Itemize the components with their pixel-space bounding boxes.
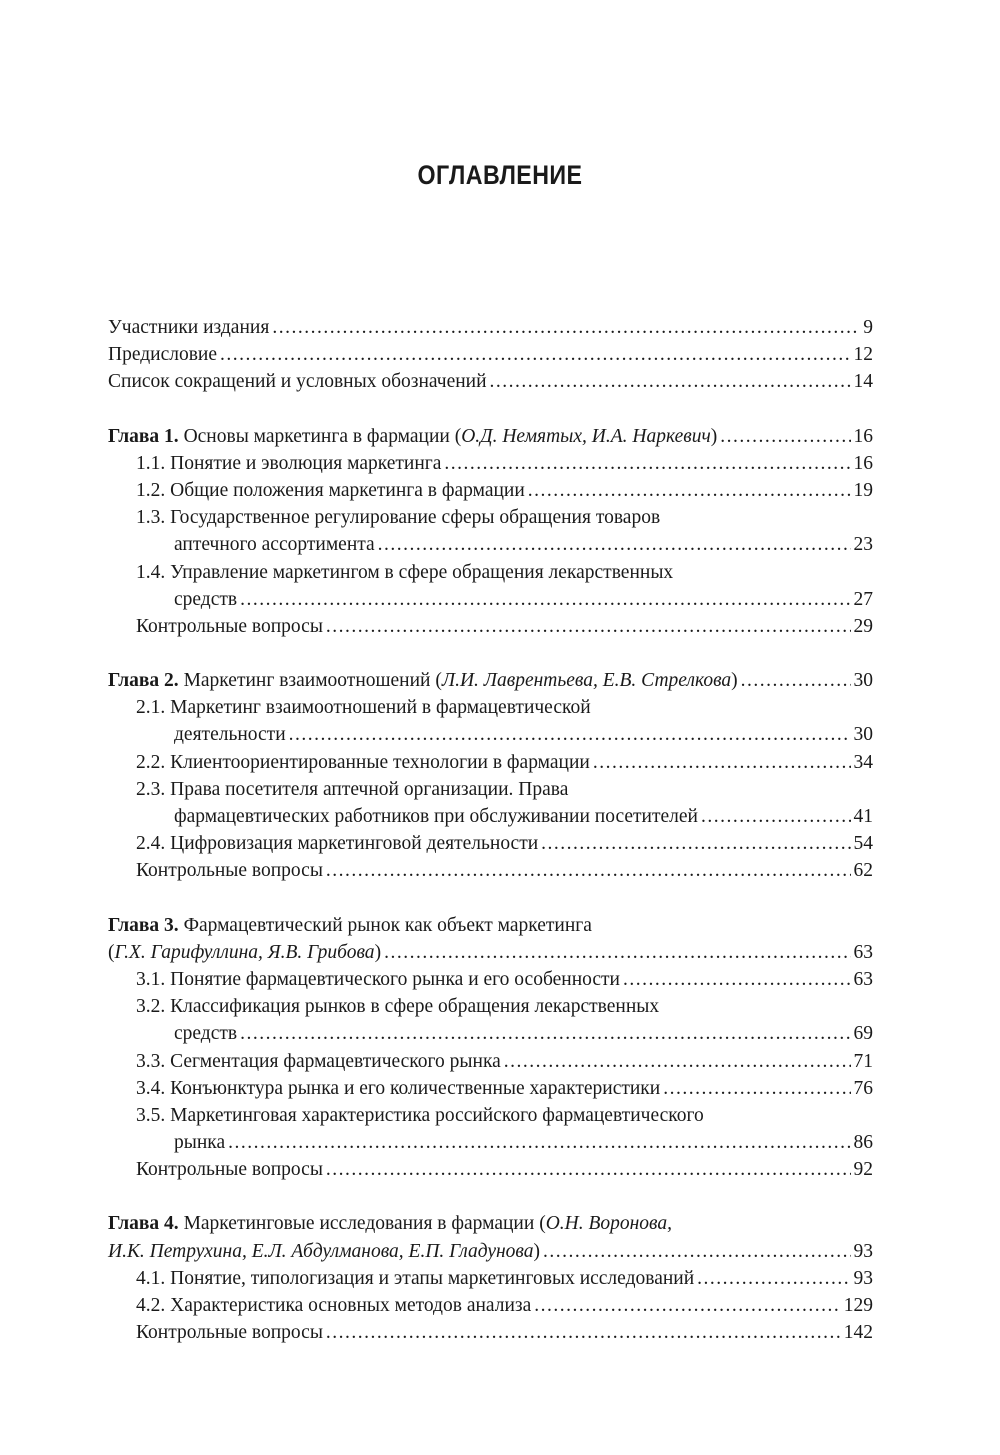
chapter-entry[interactable] bbox=[108, 423, 873, 450]
section-entry[interactable] bbox=[108, 1048, 873, 1075]
dot-leader bbox=[593, 749, 851, 776]
section-title: 1.1. Понятие и эволюция маркетинга bbox=[136, 452, 442, 474]
section-title: Контрольные вопросы bbox=[136, 1159, 323, 1181]
dot-leader bbox=[228, 1129, 850, 1156]
dot-leader bbox=[663, 1075, 850, 1102]
section-title: 2.3. Права посетителя аптечной организации. Права bbox=[136, 778, 569, 800]
section-title-continued: средств bbox=[174, 588, 238, 610]
page-number: 19 bbox=[853, 479, 873, 501]
section-entry[interactable] bbox=[108, 1292, 873, 1319]
page-number: 63 bbox=[853, 941, 873, 963]
page-number: 9 bbox=[863, 317, 873, 338]
questions-entry[interactable] bbox=[108, 1156, 873, 1183]
dot-leader bbox=[504, 1048, 851, 1075]
dot-leader bbox=[289, 721, 851, 748]
section-entry-continued[interactable] bbox=[108, 531, 873, 558]
section-title: 4.2. Характеристика основных методов анализа bbox=[136, 1295, 532, 1316]
section-title: Контрольные вопросы bbox=[136, 860, 323, 882]
section-title: 3.5. Маркетинговая характеристика российского фармацевтического bbox=[136, 1104, 704, 1126]
page-number: 41 bbox=[853, 806, 873, 827]
page-number: 69 bbox=[853, 1023, 873, 1045]
chapter-label: Глава 4. bbox=[108, 1213, 179, 1235]
section-title-continued: рынка bbox=[174, 1132, 226, 1154]
chapter-entry[interactable] bbox=[108, 912, 873, 939]
page-number: 92 bbox=[853, 1159, 873, 1181]
chapter-entry-continued[interactable] bbox=[108, 1238, 873, 1265]
chapter-heading: Глава 1. Основы маркетинга в фармации (О.Д. Немятых, И.А. Наркевич) bbox=[108, 425, 718, 447]
section-title: 4.1. Понятие, типологизация и этапы маркетинговых исследований bbox=[136, 1267, 695, 1289]
questions-entry[interactable] bbox=[108, 1319, 873, 1346]
section-entry[interactable] bbox=[108, 749, 873, 776]
chapter-authors: О.Д. Немятых, И.А. Наркевич bbox=[461, 425, 711, 447]
section-entry[interactable] bbox=[108, 1102, 873, 1129]
dot-leader bbox=[326, 1156, 851, 1183]
dot-leader bbox=[534, 1292, 840, 1319]
section-entry[interactable] bbox=[108, 830, 873, 857]
chapter-heading: Глава 4. Маркетинговые исследования в фармации (О.Н. Воронова, bbox=[108, 1213, 673, 1235]
section-title-continued: деятельности bbox=[174, 724, 286, 746]
chapter-authors-line: (Г.Х. Гарифуллина, Я.В. Грибова) bbox=[108, 941, 382, 963]
dot-leader bbox=[220, 341, 850, 368]
page-number: 12 bbox=[853, 344, 873, 366]
section-entry[interactable] bbox=[108, 477, 873, 504]
chapter-authors: И.К. Петрухина, Е.Л. Абдулманова, Е.П. Гладунова bbox=[108, 1240, 534, 1262]
questions-entry[interactable] bbox=[108, 613, 873, 640]
chapter-authors: Г.Х. Гарифуллина, Я.В. Грибова bbox=[114, 941, 375, 963]
section-title-continued: фармацевтических работников при обслуживании посетителей bbox=[174, 806, 698, 827]
chapter-title: Маркетинговые исследования в фармации bbox=[183, 1213, 535, 1235]
page-number: 23 bbox=[853, 534, 873, 556]
page-number: 14 bbox=[853, 371, 873, 393]
section-entry-continued[interactable] bbox=[108, 721, 873, 748]
page-number: 16 bbox=[853, 452, 873, 474]
section-entry-continued[interactable] bbox=[108, 1020, 873, 1047]
dot-leader bbox=[326, 1319, 841, 1346]
section-entry[interactable] bbox=[108, 450, 873, 477]
page-number: 30 bbox=[853, 724, 873, 746]
chapter-label: Глава 3. bbox=[108, 914, 179, 936]
page-number: 27 bbox=[853, 588, 873, 610]
section-title: 1.3. Государственное регулирование сферы обращения товаров bbox=[136, 507, 661, 529]
section-title: 3.1. Понятие фармацевтического рынка и его особенности bbox=[136, 968, 620, 990]
dot-leader bbox=[623, 966, 851, 993]
dot-leader bbox=[272, 314, 860, 341]
dot-leader bbox=[444, 450, 850, 477]
dot-leader bbox=[541, 830, 850, 857]
chapter-title: Маркетинг взаимоотношений bbox=[183, 670, 431, 692]
page-number: 62 bbox=[853, 860, 873, 882]
dot-leader bbox=[701, 803, 851, 830]
section-title: 2.1. Маркетинг взаимоотношений в фармацевтической bbox=[136, 697, 591, 719]
section-title: 2.2. Клиентоориентированные технологии в фармации bbox=[136, 751, 590, 773]
page-number: 86 bbox=[853, 1132, 873, 1154]
page-number: 29 bbox=[853, 615, 873, 637]
section-title: 2.4. Цифровизация маркетинговой деятельности bbox=[136, 833, 539, 855]
chapter-heading bbox=[108, 912, 592, 939]
questions-entry[interactable] bbox=[108, 857, 873, 884]
section-entry[interactable] bbox=[108, 559, 873, 586]
section-entry[interactable] bbox=[108, 1075, 873, 1102]
dot-leader bbox=[697, 1265, 850, 1292]
dot-leader bbox=[741, 667, 851, 694]
section-title: Контрольные вопросы bbox=[136, 1322, 323, 1344]
table-of-contents bbox=[108, 314, 873, 1346]
section-title: 1.2. Общие положения маркетинга в фармации bbox=[136, 479, 525, 501]
section-entry-continued[interactable] bbox=[108, 1129, 873, 1156]
chapter-entry[interactable] bbox=[108, 1210, 873, 1237]
dot-leader bbox=[240, 586, 850, 613]
dot-leader bbox=[240, 1020, 850, 1047]
section-title: 3.3. Сегментация фармацевтического рынка bbox=[136, 1050, 501, 1072]
section-entry[interactable] bbox=[108, 993, 873, 1020]
page-number: 93 bbox=[853, 1240, 873, 1262]
entry-title: Участники издания bbox=[108, 317, 270, 338]
section-title: Контрольные вопросы bbox=[136, 615, 323, 637]
dot-leader bbox=[378, 531, 851, 558]
section-entry[interactable] bbox=[108, 776, 873, 803]
toc-entry[interactable] bbox=[108, 314, 873, 341]
chapter-title: Основы маркетинга в фармации bbox=[183, 425, 450, 447]
page-number: 142 bbox=[843, 1322, 873, 1344]
chapter-title: Фармацевтический рынок как объект маркетинга bbox=[183, 914, 592, 936]
section-entry[interactable] bbox=[108, 504, 873, 531]
dot-leader bbox=[543, 1238, 851, 1265]
section-title: 3.4. Конъюнктура рынка и его количественные характеристики bbox=[136, 1077, 661, 1099]
chapter-heading: Глава 2. Маркетинг взаимоотношений (Л.И. Лаврентьева, Е.В. Стрелкова) bbox=[108, 670, 738, 692]
page-number: 93 bbox=[853, 1267, 873, 1289]
page-title: ОГЛАВЛЕНИЕ bbox=[417, 160, 583, 190]
chapter-label: Глава 1. bbox=[108, 425, 179, 447]
page-number: 76 bbox=[853, 1077, 873, 1099]
chapter-label: Глава 2. bbox=[108, 670, 179, 692]
chapter-authors: О.Н. Воронова, bbox=[545, 1213, 673, 1235]
page-number: 34 bbox=[853, 751, 873, 773]
section-title-continued: аптечного ассортимента bbox=[174, 534, 375, 556]
page-number: 63 bbox=[853, 968, 873, 990]
section-entry[interactable] bbox=[108, 694, 873, 721]
entry-title: Список сокращений и условных обозначений bbox=[108, 371, 487, 393]
section-title: 3.2. Классификация рынков в сфере обращения лекарственных bbox=[136, 996, 660, 1018]
page-number: 54 bbox=[853, 833, 873, 855]
chapter-entry[interactable] bbox=[108, 667, 873, 694]
chapter-entry-continued[interactable] bbox=[108, 939, 873, 966]
chapter-authors-line: И.К. Петрухина, Е.Л. Абдулманова, Е.П. Гладунова) bbox=[108, 1240, 540, 1262]
section-entry-continued[interactable] bbox=[108, 586, 873, 613]
section-entry[interactable] bbox=[108, 966, 873, 993]
dot-leader bbox=[326, 613, 851, 640]
page-number: 129 bbox=[843, 1295, 873, 1316]
section-title-continued: средств bbox=[174, 1023, 238, 1045]
page-number: 16 bbox=[853, 425, 873, 447]
toc-entry[interactable] bbox=[108, 341, 873, 368]
section-title: 1.4. Управление маркетингом в сфере обращения лекарственных bbox=[136, 561, 674, 583]
dot-leader bbox=[528, 477, 851, 504]
dot-leader bbox=[720, 423, 850, 450]
entry-title: Предисловие bbox=[108, 344, 218, 366]
dot-leader bbox=[384, 939, 850, 966]
page-number: 30 bbox=[853, 670, 873, 692]
chapter-authors: Л.И. Лаврентьева, Е.В. Стрелкова bbox=[441, 670, 732, 692]
toc-entry[interactable] bbox=[108, 368, 873, 395]
dot-leader bbox=[326, 857, 851, 884]
dot-leader bbox=[490, 368, 851, 395]
section-entry-continued[interactable] bbox=[108, 803, 873, 830]
section-entry[interactable] bbox=[108, 1265, 873, 1292]
page-number: 71 bbox=[853, 1050, 873, 1072]
